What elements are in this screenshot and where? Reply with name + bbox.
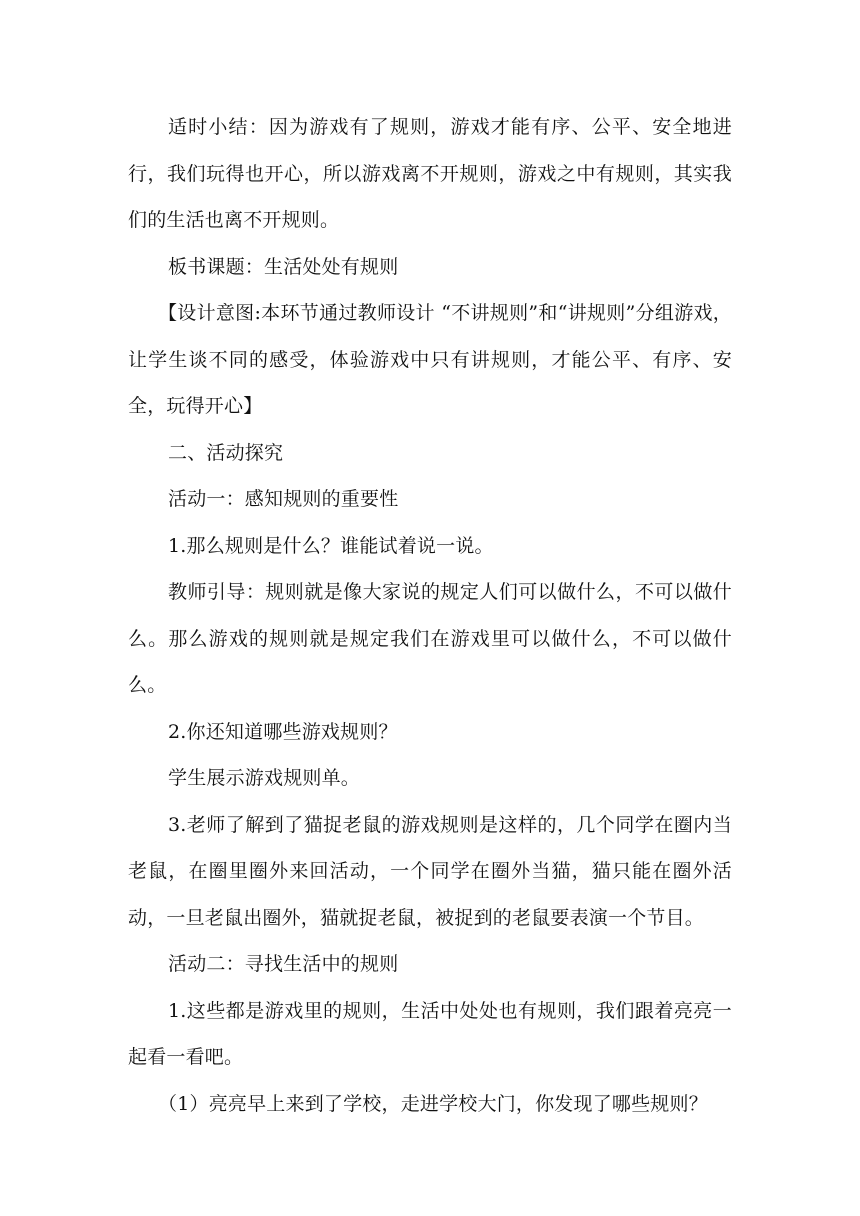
paragraph-design-intent: 【设计意图:本环节通过教师设计 “不讲规则”和“讲规则”分组游戏，让学生谈不同的感受，体验游戏中只有讲规则，才能公平、有序、安全，玩得开心】 [128, 302, 732, 417]
paragraph-life-rules: 1.这些都是游戏里的规则，生活中处处也有规则，我们跟着亮亮一起看一看吧。 [128, 999, 732, 1068]
question-other-game-rules: 2.你还知道哪些游戏规则？ [168, 720, 398, 743]
document-body [128, 104, 732, 1127]
activity-two-heading: 活动二：寻找生活中的规则 [168, 953, 399, 975]
question-school-gate-rules: （1）亮亮早上来到了学校，走进学校大门，你发现了哪些规则？ [158, 1092, 708, 1115]
paragraph-student-display: 学生展示游戏规则单。 [168, 767, 361, 789]
paragraph-cat-mouse-rules: 3.老师了解到了猫捉老鼠的游戏规则是这样的，几个同学在圈内当老鼠，在圈里圈外来回活动，一个同学在圈外当猫，猫只能在圈外活动，一旦老鼠出圈外，猫就捉老鼠，被捉到的老鼠要表演一个节目。 [128, 813, 732, 929]
activity-one-heading: 活动一：感知规则的重要性 [168, 488, 399, 510]
section-heading-activity-exploration: 二、活动探究 [168, 441, 284, 464]
question-what-are-rules: 1.那么规则是什么？谁能试着说一说。 [168, 534, 494, 557]
paragraph-board-title: 板书课题：生活处处有规则 [168, 255, 399, 278]
paragraph-teacher-guidance: 教师引导：规则就是像大家说的规定人们可以做什么，不可以做什么。那么游戏的规则就是规定我们在游戏里可以做什么，不可以做什么。 [128, 581, 732, 696]
paragraph-summary: 适时小结：因为游戏有了规则，游戏才能有序、公平、安全地进行，我们玩得也开心，所以游戏离不开规则，游戏之中有规则，其实我们的生活也离不开规则。 [128, 116, 732, 231]
